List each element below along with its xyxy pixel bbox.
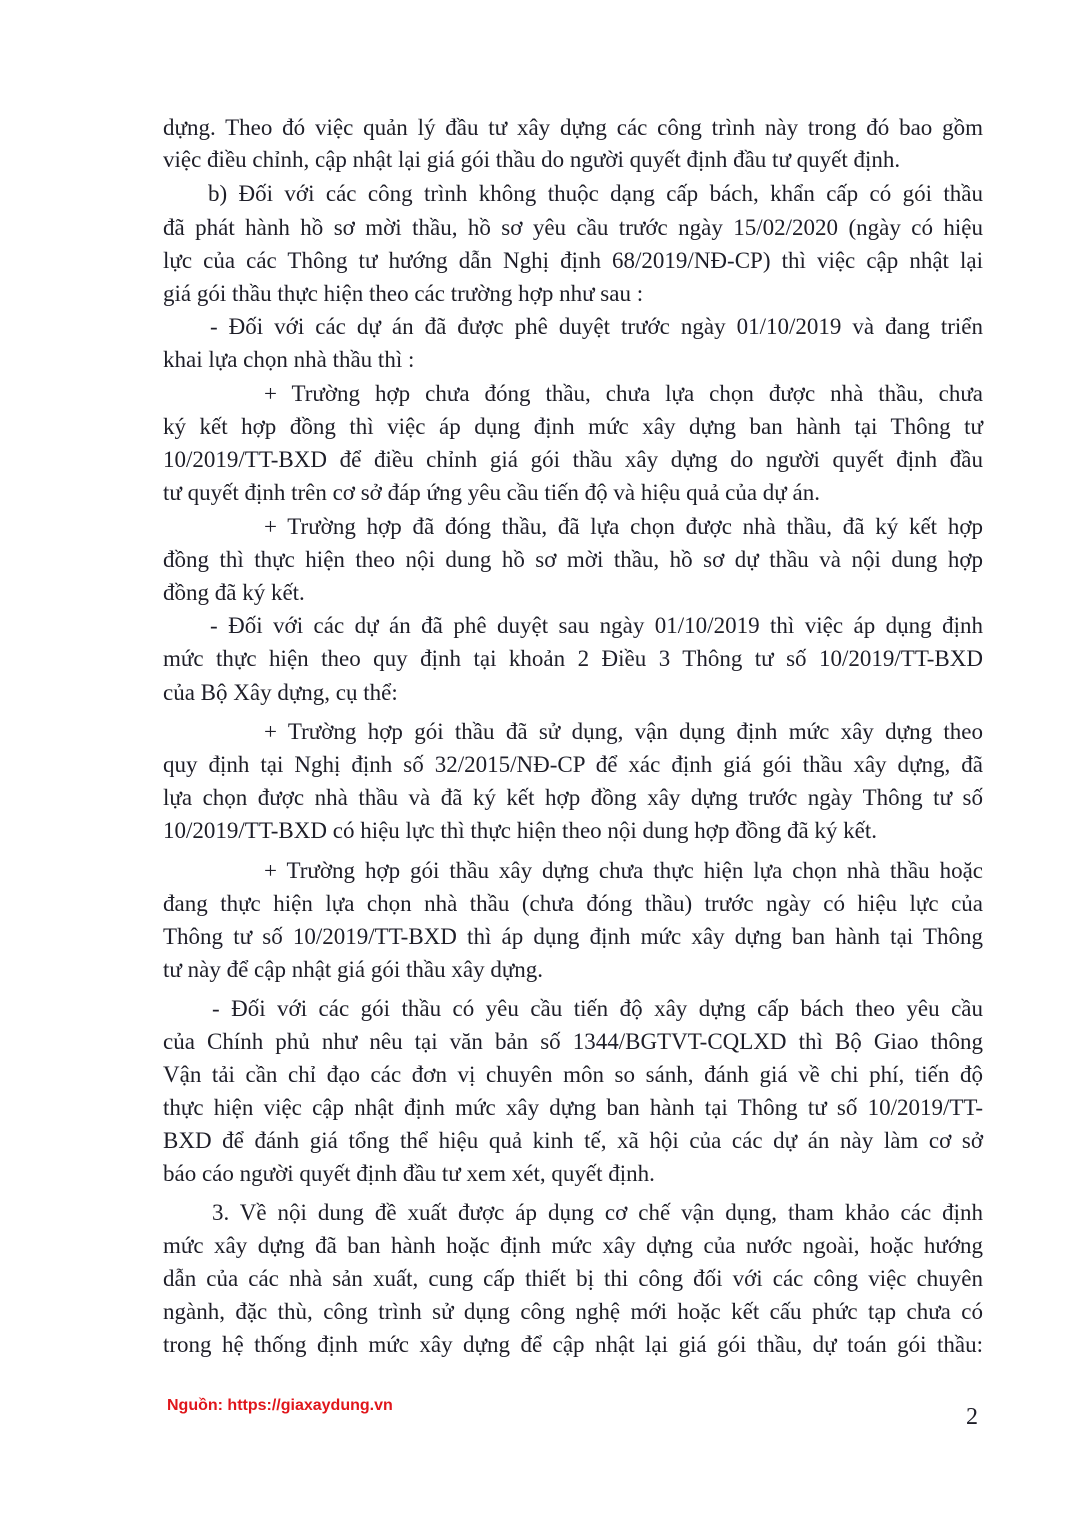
text-line: - Đối với các gói thầu có yêu cầu tiến độ xây dựng cấp bách theo yêu cầu [212,996,983,1021]
text-line: BXD để đánh giá tổng thể hiệu quả kinh tế, xã hội của các dự án này làm cơ sở [163,1128,983,1153]
text-line: b) Đối với các công trình không thuộc dạng cấp bách, khẩn cấp có gói thầu [208,181,983,206]
text-line: mức xây dựng đã ban hành hoặc định mức xây dựng của nước ngoài, hoặc hướng [163,1233,983,1258]
text-line: đồng đã ký kết. [163,580,305,605]
text-line: ngành, đặc thù, công trình sử dụng công nghệ mới hoặc kết cấu phức tạp chưa có [163,1299,983,1324]
text-line: Thông tư số 10/2019/TT-BXD thì áp dụng định mức xây dựng ban hành tại Thông [163,924,983,949]
text-line: + Trường hợp đã đóng thầu, đã lựa chọn được nhà thầu, đã ký kết hợp [264,514,983,539]
text-line: tư này để cập nhật giá gói thầu xây dựng. [163,957,544,982]
text-line: mức thực hiện theo quy định tại khoản 2 Điều 3 Thông tư số 10/2019/TT-BXD [163,646,983,671]
text-line: lựa chọn được nhà thầu và đã ký kết hợp đồng xây dựng trước ngày Thông tư số [163,785,983,810]
text-line: lực của các Thông tư hướng dẫn Nghị định 68/2019/NĐ-CP) thì việc cập nhật lại [163,248,983,273]
text-line: của Chính phủ như nêu tại văn bản số 1344/BGTVT-CQLXD thì Bộ Giao thông [163,1029,983,1054]
text-line: - Đối với các dự án đã được phê duyệt trước ngày 01/10/2019 và đang triển [210,314,983,339]
text-line: đồng thì thực hiện theo nội dung hồ sơ mời thầu, hồ sơ dự thầu và nội dung hợp [163,547,983,572]
text-line: của Bộ Xây dựng, cụ thể: [163,680,398,705]
text-line: giá gói thầu thực hiện theo các trường hợp như sau : [163,281,644,306]
text-line: + Trường hợp gói thầu xây dựng chưa thực hiện lựa chọn nhà thầu hoặc [264,858,983,883]
text-line: 3. Về nội dung đề xuất được áp dụng cơ chế vận dụng, tham khảo các định [212,1200,983,1225]
text-line: - Đối với các dự án đã phê duyệt sau ngày 01/10/2019 thì việc áp dụng định [210,613,983,638]
text-line: 10/2019/TT-BXD để điều chỉnh giá gói thầu xây dựng do người quyết định đầu [163,447,983,472]
text-line: + Trường hợp chưa đóng thầu, chưa lựa chọn được nhà thầu, chưa [264,381,983,406]
text-line: tư quyết định trên cơ sở đáp ứng yêu cầu tiến độ và hiệu quả của dự án. [163,480,820,505]
page-number: 2 [966,1404,978,1430]
text-line: Vận tải cần chỉ đạo các đơn vị chuyên môn so sánh, đánh giá về chi phí, tiến độ [163,1062,983,1087]
text-line: ký kết hợp đồng thì việc áp dụng định mức xây dựng ban hành tại Thông tư [163,414,983,439]
text-line: đã phát hành hồ sơ mời thầu, hồ sơ yêu cầu trước ngày 15/02/2020 (ngày có hiệu [163,215,983,240]
text-line: + Trường hợp gói thầu đã sử dụng, vận dụng định mức xây dựng theo [264,719,983,744]
text-line: thực hiện việc cập nhật định mức xây dựng ban hành tại Thông tư số 10/2019/TT- [163,1095,983,1120]
text-line: trong hệ thống định mức xây dựng để cập nhật lại giá gói thầu, dự toán gói thầu: [163,1332,983,1357]
text-line: việc điều chỉnh, cập nhật lại giá gói thầu do người quyết định đầu tư quyết định. [163,147,901,172]
text-line: khai lựa chọn nhà thầu thì : [163,347,415,372]
text-line: báo cáo người quyết định đầu tư xem xét, quyết định. [163,1161,655,1186]
text-line: dẫn của các nhà sản xuất, cung cấp thiết bị thi công đối với các công việc chuyên [163,1266,983,1291]
source-credit: Nguồn: https://giaxaydung.vn [167,1397,393,1414]
text-line: dựng. Theo đó việc quản lý đầu tư xây dựng các công trình này trong đó bao gồm [163,115,983,140]
text-line: đang thực hiện lựa chọn nhà thầu (chưa đóng thầu) trước ngày có hiệu lực của [163,891,983,916]
text-line: quy định tại Nghị định số 32/2015/NĐ-CP để xác định giá gói thầu xây dựng, đã [163,752,983,777]
text-line: 10/2019/TT-BXD có hiệu lực thì thực hiện theo nội dung hợp đồng đã ký kết. [163,818,878,843]
